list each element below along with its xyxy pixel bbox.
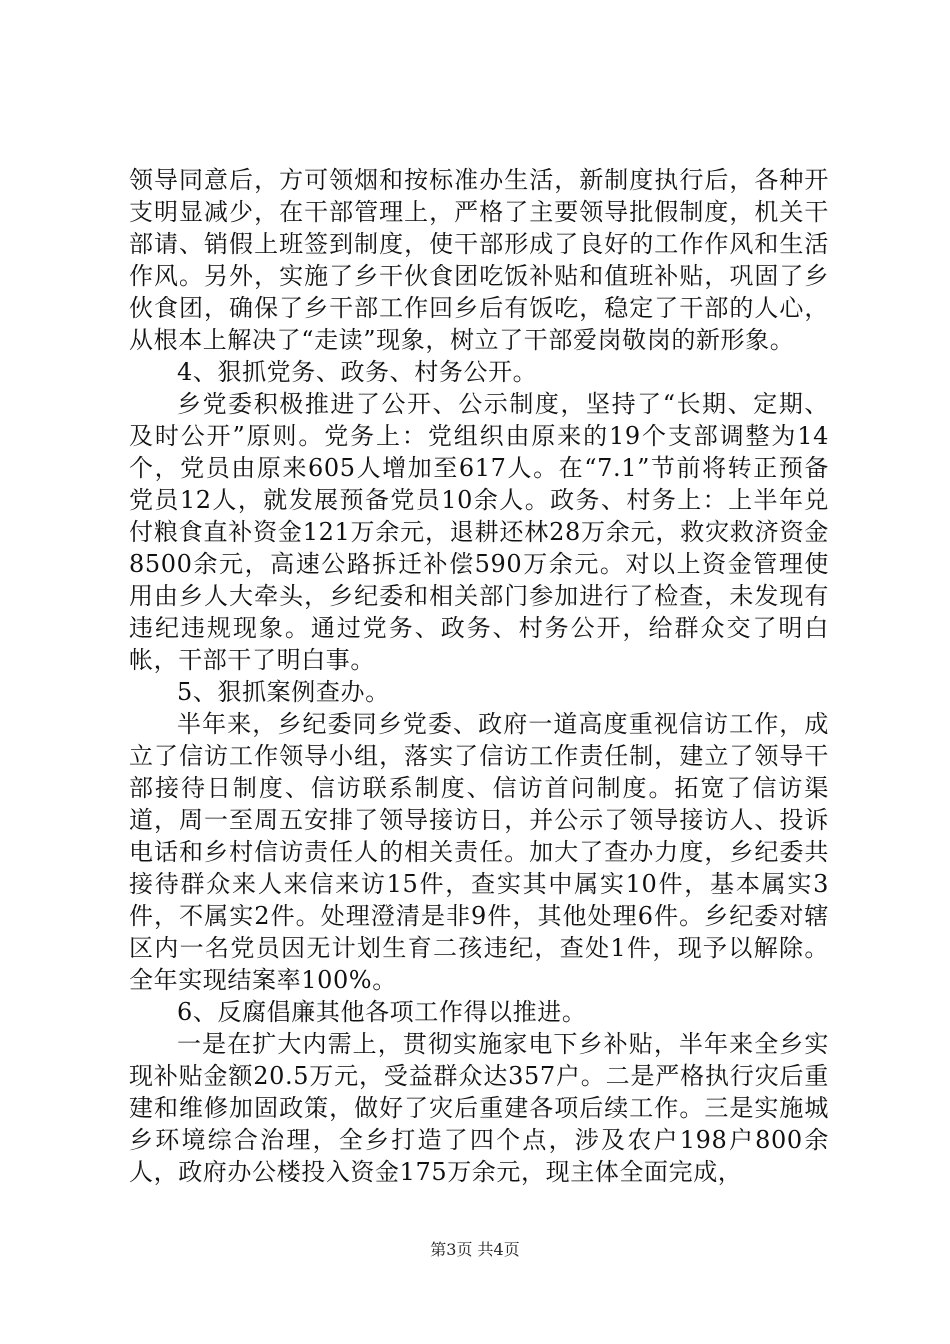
paragraph-other-work: 一是在扩大内需上，贯彻实施家电下乡补贴，半年来全乡实现补贴金额20.5万元，受益群众达357户。二是严格执行灾后重建和维修加固政策，做好了灾后重建各项后续工作。三是实施城乡环境综合治理，全乡打造了四个点，涉及农户198户800余人，政府办公楼投入资金175万余元，现主体全面完成，	[129, 1030, 829, 1186]
document-body	[129, 164, 829, 1188]
section-heading-6: 6、反腐倡廉其他各项工作得以推进。	[177, 998, 587, 1026]
paragraph-cases: 半年来，乡纪委同乡党委、政府一道高度重视信访工作，成立了信访工作领导小组，落实了信访工作责任制，建立了领导干部接待日制度、信访联系制度、信访首问制度。拓宽了信访渠道，周一至周五安排了领导接访日，并公示了领导接访人、投诉电话和乡村信访责任人的相关责任。加大了查办力度，乡纪委共接待群众来人来信来访15件，查实其中属实10件，基本属实3件，不属实2件。处理澄清是非9件，其他处理6件。乡纪委对辖区内一名党员因无计划生育二孩违纪，查处1件，现予以解除。全年实现结案率100%。	[129, 710, 829, 994]
section-heading-4: 4、狠抓党务、政务、村务公开。	[177, 358, 538, 386]
paragraph-openness: 乡党委积极推进了公开、公示制度，坚持了“长期、定期、及时公开”原则。党务上：党组织由原来的19个支部调整为14个，党员由原来605人增加至617人。在“7.1”节前将转正预备党员12人，就发展预备党员10余人。政务、村务上：上半年兑付粮食直补资金121万余元，退耕还林28万余元，救灾救济资金8500余元，高速公路拆迁补偿590万余元。对以上资金管理使用由乡人大牵头，乡纪委和相关部门参加进行了检查，未发现有违纪违规现象。通过党务、政务、村务公开，给群众交了明白帐，干部干了明白事。	[129, 390, 829, 674]
section-heading-5: 5、狠抓案例查办。	[177, 678, 390, 706]
paragraph-1: 领导同意后，方可领烟和按标准办生活，新制度执行后，各种开支明显减少，在干部管理上，严格了主要领导批假制度，机关干部请、销假上班签到制度，使干部形成了良好的工作作风和生活作风。另外，实施了乡干伙食团吃饭补贴和值班补贴，巩固了乡伙食团，确保了乡干部工作回乡后有饭吃，稳定了干部的人心，从根本上解决了“走读”现象，树立了干部爱岗敬岗的新形象。	[129, 166, 829, 354]
page-footer: 第3页 共4页	[430, 1240, 520, 1259]
